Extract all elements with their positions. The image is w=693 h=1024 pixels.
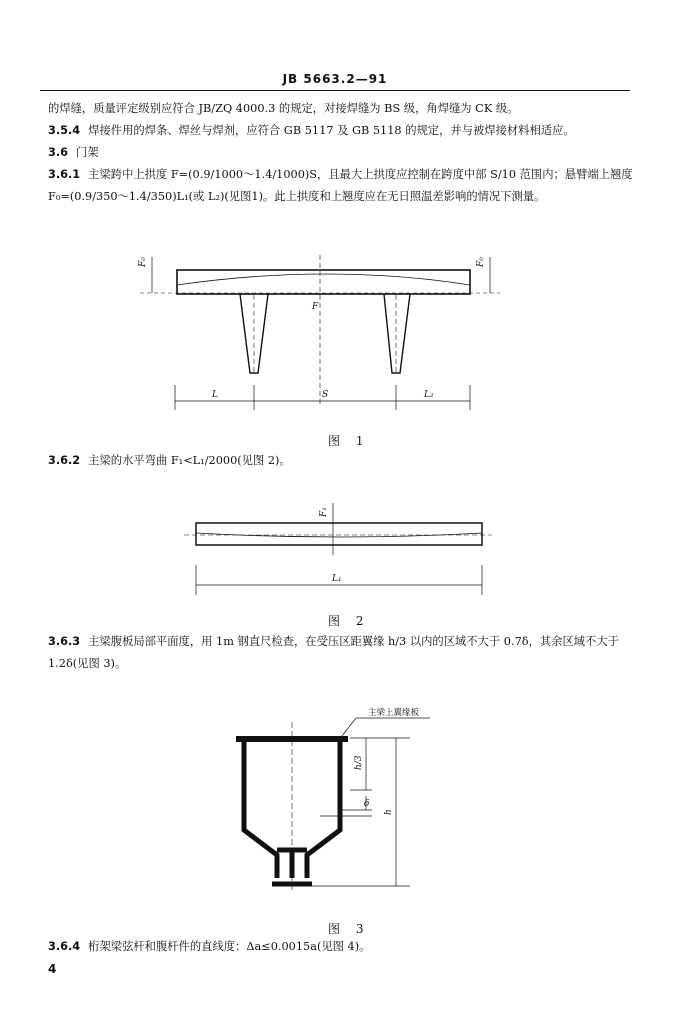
- figure-1-drawing: [0, 245, 693, 425]
- paragraph-continuation: [48, 98, 634, 120]
- paragraph-text: 桁架梁弦杆和腹杆件的直线度：Δa≤0.0015a(见图 4)。: [88, 940, 371, 953]
- label-h3: h/3: [354, 755, 364, 770]
- paragraph-3-6-3: [48, 631, 634, 675]
- section-number: 3.6: [48, 146, 69, 159]
- section-number: 3.6.1: [48, 168, 81, 181]
- label-l2: L₂: [424, 390, 434, 400]
- paragraph-text: 主梁腹板局部平面度，用 1m 钢直尺检查，在受压区距翼缘 h/3 以内的区域不大于 0.7δ，其余区域不大于 1.2δ(见图 3)。: [48, 635, 619, 670]
- leg-right: [384, 294, 410, 373]
- section-number: 3.6.4: [48, 940, 81, 953]
- paragraph-text: 主梁的水平弯曲 F₁<L₁/2000(见图 2)。: [88, 454, 291, 467]
- section-number: 3.5.4: [48, 124, 81, 137]
- label-f0-right: F₀: [476, 257, 486, 267]
- figure-2-drawing: [0, 495, 693, 605]
- main-beam: [177, 270, 470, 294]
- figure-1-caption: 图 1: [328, 434, 370, 448]
- section-number: 3.6.3: [48, 635, 81, 648]
- page-number: 4: [48, 962, 57, 976]
- paragraph-text: 的焊缝，质量评定级别应符合 JB/ZQ 4000.3 的规定，对接焊缝为 BS 级，角焊缝为 CK 级。: [48, 102, 519, 115]
- label-s: S: [322, 390, 329, 400]
- header-rule: [40, 90, 630, 91]
- flange-leader: [342, 718, 356, 736]
- page-header: JB 5663.2—91: [282, 72, 388, 86]
- paragraph-text: 主梁跨中上拱度 F=(0.9/1000～1.4/1000)S，且最大上拱度应控制在跨度中部 S/10 范围内；悬臂端上翘度 F₀=(0.9/350～1.4/350)L₁(或 L₂)(见图1)。此上拱度和上翘度应在无日照温差影响的情况下测量。: [48, 168, 633, 203]
- figure-3-drawing: [0, 700, 693, 910]
- section-number: 3.6.2: [48, 454, 81, 467]
- paragraph-3-6-4: [48, 936, 634, 958]
- paragraph-3-5-4: [48, 120, 634, 142]
- paragraph-3-6-2: [48, 450, 634, 472]
- section-3-6: [48, 142, 634, 164]
- label-f: F: [312, 302, 319, 312]
- paragraph-text: 焊接件用的焊条、焊丝与焊剂，应符合 GB 5117 及 GB 5118 的规定，并与被焊接材料相适应。: [88, 124, 575, 137]
- label-top-flange: 主梁上翼缘板: [368, 708, 420, 718]
- camber-curve: [177, 274, 470, 285]
- label-l: L: [212, 390, 218, 400]
- paragraph-3-6-1: [48, 164, 634, 208]
- label-l1: L₁: [332, 574, 342, 584]
- label-f0-left: F₀: [138, 257, 148, 267]
- label-f1: F₁: [319, 507, 329, 517]
- section-title: 门架: [76, 146, 99, 159]
- label-delta: δ: [364, 799, 370, 809]
- figure-2-caption: 图 2: [328, 614, 370, 628]
- figure-3-caption: 图 3: [328, 922, 370, 936]
- label-h: h: [384, 809, 394, 815]
- beam-plan: [196, 523, 482, 545]
